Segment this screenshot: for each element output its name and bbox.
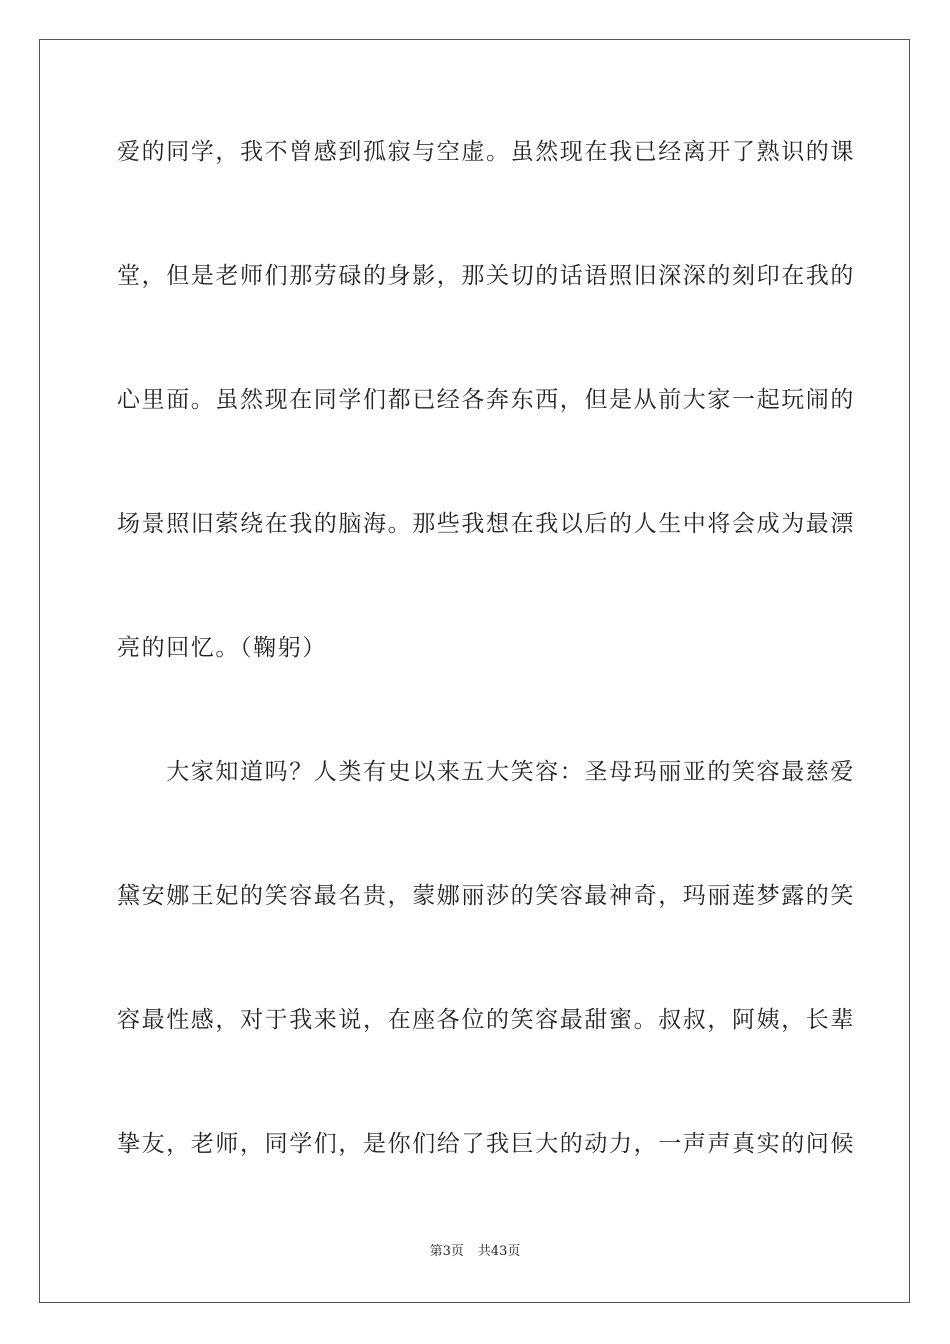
text-line-7: 黛安娜王妃的笑容最名贵，蒙娜丽莎的笑容最神奇，玛丽莲梦露的笑 — [117, 883, 855, 909]
page-total: 共43页 — [477, 1244, 521, 1259]
page-number: 第3页 — [429, 1244, 464, 1259]
text-line-5: 亮的回忆。（鞠躬） — [117, 635, 327, 661]
text-line-6: 大家知道吗？人类有史以来五大笑容：圣母玛丽亚的笑容最慈爱 — [117, 759, 855, 785]
text-line-1: 爱的同学，我不曾感到孤寂与空虚。虽然现在我已经离开了熟识的课 — [117, 139, 855, 165]
text-line-4: 场景照旧萦绕在我的脑海。那些我想在我以后的人生中将会成为最漂 — [117, 511, 855, 537]
text-line-3: 心里面。虽然现在同学们都已经各奔东西，但是从前大家一起玩闹的 — [117, 387, 855, 413]
text-line-2: 堂，但是老师们那劳碌的身影，那关切的话语照旧深深的刻印在我的 — [117, 263, 855, 289]
page-footer — [0, 1244, 950, 1260]
text-line-8: 容最性感，对于我来说，在座各位的笑容最甜蜜。叔叔，阿姨，长辈 — [117, 1007, 855, 1033]
page-border — [39, 39, 910, 1303]
text-line-9: 挚友，老师，同学们，是你们给了我巨大的动力，一声声真实的问候 — [117, 1131, 855, 1157]
